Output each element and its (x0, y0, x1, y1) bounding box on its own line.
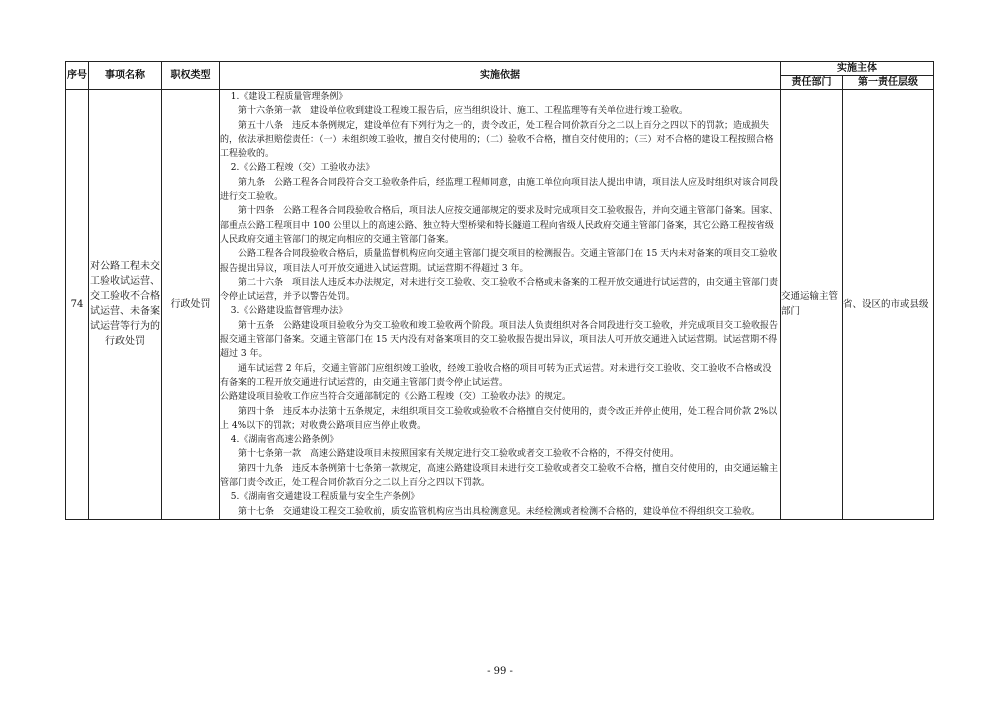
responsible-dept: 交通运输主管部门 (781, 90, 843, 520)
page-number: - 99 - (487, 666, 513, 677)
basis-clause: 第十七条第一款 高速公路建设项目未按照国家有关规定进行交工验收或者交工验收不合格的，不得交付使用。 (238, 449, 680, 460)
item-name: 对公路工程未交工验收试运营、交工验收不合格试运营、未备案试运营等行为的行政处罚 (89, 90, 162, 520)
basis-clause: 第九条 公路工程各合同段符合交工验收条件后，经监理工程师同意，由施工单位向项目法人提出申请，项目法人应及时组织对该合同段进行交工验收。 (220, 177, 779, 203)
basis-clause: 第二十六条 项目法人违反本办法规定，对未进行交工验收、交工验收不合格或未备案的工程开放交通进行试运营的，由交通主管部门责令停止试运营，并予以警告处罚。 (220, 277, 779, 303)
basis-clause: 第四十条 违反本办法第十五条规定，未组织项目交工验收或验收不合格擅自交付使用的，责令改正并停止使用，处工程合同价款 2%以上 4%以下的罚款；对收费公路项目应当停止收费。 (220, 406, 778, 431)
row-number: 74 (66, 90, 89, 520)
header-subject: 实施主体 (781, 62, 934, 76)
basis-clause: 第十四条 公路工程各合同段验收合格后，项目法人应按交通部规定的要求及时完成项目交工验收报告，并向交通主管部门备案。国家、部重点公路工程项目中 100 公里以上的高速公路、独立特大型桥梁和特长隧道工程向省级人民政府交通主管部门备案，其它公路工程按省级人民政府交通主管部门的规定向相应的交通主管部门备案。 (220, 206, 779, 245)
basis-law-title: 3.《公路建设监督管理办法》 (230, 306, 348, 317)
basis-clause: 第十六条第一款 建设单位收到建设工程竣工报告后，应当组织设计、施工、工程监理等有关单位进行竣工验收。 (238, 106, 689, 117)
basis-clause: 第十七条 交通建设工程交工验收前，质安监管机构应当出具检测意见。未经检测或者检测不合格的，建设单位不得组织交工验收。 (238, 506, 761, 517)
basis-clause: 第四十九条 违反本条例第十七条第一款规定，高速公路建设项目未进行交工验收或者交工验收不合格，擅自交付使用的，由交通运输主管部门责令改正，处工程合同价款百分之二以上百分之四以下罚款。 (220, 463, 779, 489)
basis-clause: 通车试运营 2 年后，交通主管部门应组织竣工验收，经竣工验收合格的项目可转为正式运营。对未进行交工验收、交工验收不合格或没有备案的工程开放交通进行试运营的，由交通主管部门责令停止试运营。 (220, 363, 772, 388)
basis-clause: 公路工程各合同段验收合格后，质量监督机构应向交通主管部门提交项目的检测报告。交通主管部门在 15 天内未对备案的项目交工验收报告提出异议，项目法人可开放交通进入试运营期。试运营期不得超过 3 年。 (220, 249, 778, 274)
basis-law-title: 1.《建设工程质量管理条例》 (230, 92, 348, 102)
power-type: 行政处罚 (162, 90, 220, 520)
header-dept: 责任部门 (781, 76, 843, 90)
basis-law-title: 4.《湖南省高速公路条例》 (230, 435, 339, 446)
authority-table (65, 61, 934, 520)
responsible-level: 省、设区的市或县级 (843, 90, 934, 520)
header-seq: 序号 (66, 62, 89, 90)
header-basis: 实施依据 (220, 62, 781, 90)
basis-law-title: 2.《公路工程竣（交）工验收办法》 (230, 163, 375, 174)
basis-clause: 第十五条 公路建设项目验收分为交工验收和竣工验收两个阶段。项目法人负责组织对各合同段进行交工验收，并完成项目交工验收报告报交通主管部门备案。交通主管部门在 15 天内没有对备案项目的交工验收报告提出异议，项目法人可开放交通进入试运营期。试运营期不得超过 3 年。 (220, 320, 779, 360)
header-power-type: 职权类型 (162, 62, 220, 90)
basis-clause: 第五十八条 违反本条例规定，建设单位有下列行为之一的，责令改正，处工程合同价款百分之二以上百分之四以下的罚款；造成损失的，依法承担赔偿责任：（一）未组织竣工验收，擅自交付使用的；（二）验收不合格，擅自交付使用的；（三）对不合格的建设工程按照合格工程验收的。 (220, 120, 774, 160)
legal-basis (220, 90, 781, 520)
basis-law-title: 5.《湖南省交通建设工程质量与安全生产条例》 (230, 492, 420, 503)
header-level: 第一责任层级 (843, 76, 934, 90)
basis-clause: 公路建设项目验收工作应当符合交通部制定的《公路工程竣（交）工验收办法》的规定。 (220, 392, 572, 403)
header-item-name: 事项名称 (89, 62, 162, 90)
